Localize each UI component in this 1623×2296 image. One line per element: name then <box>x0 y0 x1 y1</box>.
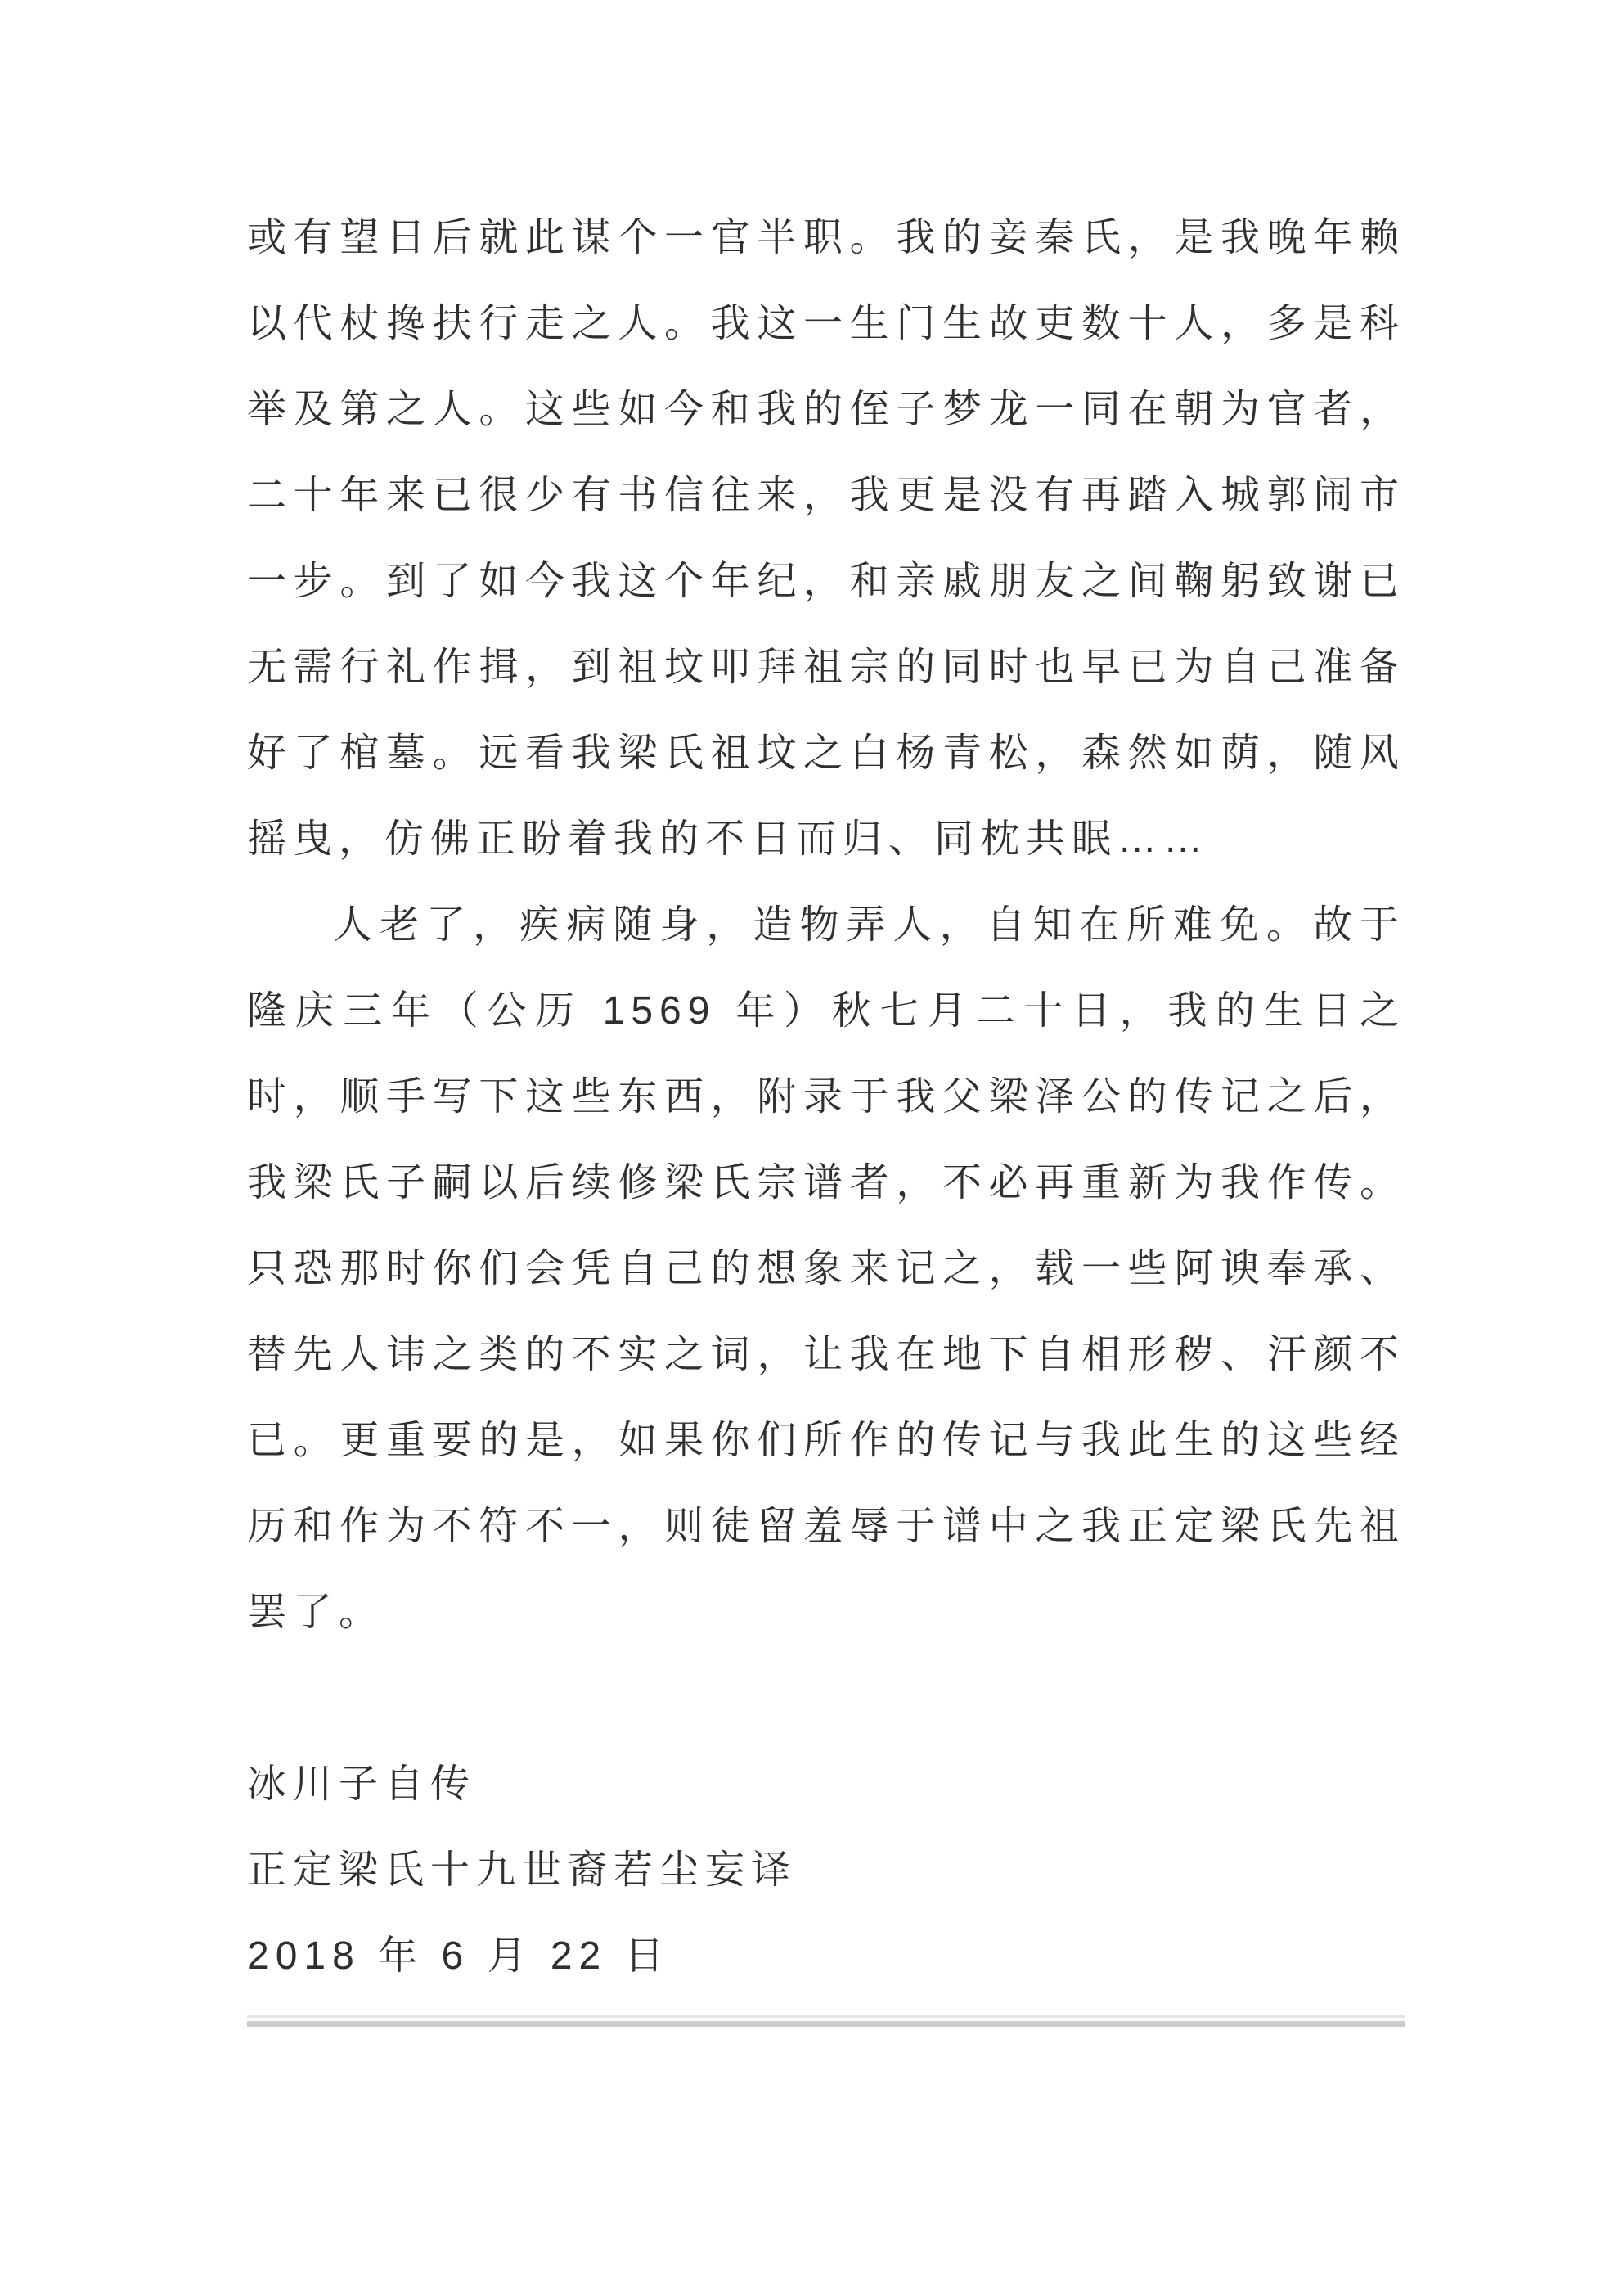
signature-date: 2018 年 6 月 22 日 <box>247 1934 671 1978</box>
body-paragraph-1: 或有望日后就此谋个一官半职。我的妾秦氏，是我晚年赖以代杖搀扶行走之人。我这一生门生故吏数十人，多是科举及第之人。这些如今和我的侄子梦龙一同在朝为官者，二十年来已很少有书信往来，我更是没有再踏入城郭闹市一步。到了如今我这个年纪，和亲戚朋友之间鞠躬致谢已无需行礼作揖，到祖坟叩拜祖宗的同时也早已为自己准备好了棺墓。远看我梁氏祖坟之白杨青松，森然如荫，随风摇曳，仿佛正盼着我的不日而归、同枕共眠…… <box>247 216 1405 861</box>
body-paragraph-2: 人老了，疾病随身，造物弄人，自知在所难免。故于隆庆三年（公历 1569 年）秋七月二十日，我的生日之时，顺手写下这些东西，附录于我父梁泽公的传记之后，我梁氏子嗣以后续修梁氏宗谱者，不必再重新为我作传。只恐那时你们会凭自己的想象来记之，载一些阿谀奉承、替先人讳之类的不实之词，让我在地下自相形秽、汗颜不已。更重要的是，如果你们所作的传记与我此生的这些经历和作为不符不一，则徒留羞辱于谱中之我正定梁氏先祖罢了。 <box>247 903 1405 1634</box>
signature-title: 冰川子自传 <box>247 1763 477 1806</box>
signature-block <box>247 1741 1405 1999</box>
horizontal-rule <box>247 2015 1405 2027</box>
signature-translator: 正定梁氏十九世裔若尘妄译 <box>247 1848 798 1892</box>
document-body <box>247 195 1405 2027</box>
